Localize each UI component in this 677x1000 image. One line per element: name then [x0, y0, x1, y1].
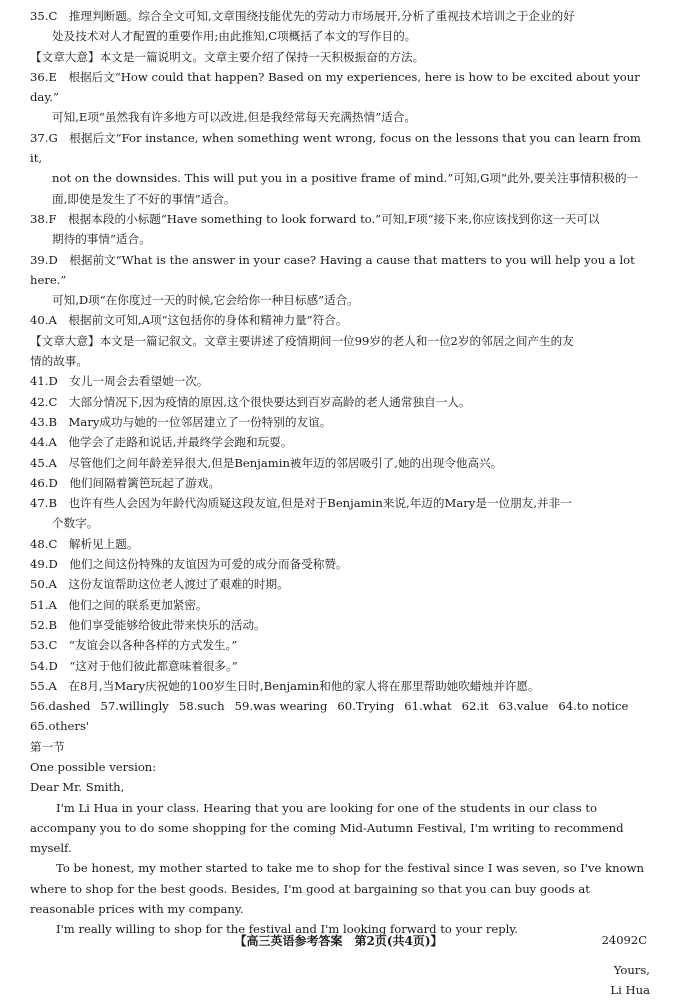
answer-line: 个数字。 — [52, 516, 99, 531]
answer-line: 53.C “友谊会以各种各样的方式发生。” — [30, 638, 238, 653]
answer-line: 50.A 这份友谊帮助这位老人渡过了艰难的时期。 — [30, 577, 289, 592]
answer-line: 35.C 推理判断题。综合全文可知,文章围绕技能优先的劳动力市场展开,分析了重视技术培训之于企业的好 — [30, 9, 575, 23]
letter-paragraph: I'm really willing to shop for the festival and I'm looking forward to your reply. — [56, 922, 519, 937]
answer-line: 48.C 解析见上题。 — [30, 536, 139, 551]
answer-line: 可知,E项“虽然我有许多地方可以改进,但是我经常每天充满热情”适合。 — [52, 110, 416, 125]
footer-title: 【高三英语参考答案 第2页(共4页)】 — [234, 934, 443, 948]
grammar-last-answer: 65.others' — [30, 719, 90, 734]
answer-line: 期待的事情”适合。 — [52, 232, 151, 247]
writing-section-title: 第一节 — [30, 739, 65, 754]
grammar-answer: 57.willingly — [100, 699, 169, 714]
answer-line: 41.D 女儿一周会去看望她一次。 — [30, 374, 209, 389]
answer-line: 44.A 他学会了走路和说话,并最终学会跑和玩耍。 — [30, 435, 293, 450]
grammar-answer: 58.such — [178, 699, 225, 714]
answer-line: 46.D 他们间隔着篱笆玩起了游戏。 — [30, 475, 221, 490]
answer-line: 情的故事。 — [30, 354, 88, 369]
letter-signature: Li Hua — [610, 982, 650, 997]
answer-line: 45.A 尽管他们之间年龄差异很大,但是Benjamin被年迈的邻居吸引了,她的出现令他高兴。 — [30, 455, 503, 470]
answer-line: 55.A 在8月,当Mary庆祝她的100岁生日时,Benjamin和他的家人将在那里帮助她吹蜡烛并许愿。 — [30, 678, 540, 693]
grammar-answer: 56.dashed — [30, 699, 91, 714]
grammar-answer: 64.to notice — [558, 699, 629, 714]
answer-line: 51.A 他们之间的联系更加紧密。 — [30, 597, 208, 612]
answer-line: 可知,D项“在你度过一天的时候,它会给你一种目标感”适合。 — [52, 293, 359, 308]
footer-code: 24092C — [601, 933, 647, 947]
grammar-answer: 61.what — [404, 699, 452, 714]
grammar-answer: 60.Trying — [337, 699, 395, 714]
answer-line: 52.B 他们享受能够给彼此带来快乐的活动。 — [30, 617, 266, 632]
letter-paragraph: I'm Li Hua in your class. Hearing that you are looking for one of the students in our class to accompany you to do some shopping for the coming Mid-Autumn Festival, I'm writing to recommend myself. — [30, 800, 624, 856]
answer-line: 42.C 大部分情况下,因为疫情的原因,这个很快要达到百岁高龄的老人通常独自一人。 — [30, 394, 471, 409]
grammar-answers — [30, 696, 652, 716]
grammar-answer: 63.value — [498, 699, 549, 714]
answer-line: 38.F 根据本段的小标题“Have something to look forward to.”可知,F项“接下来,你应该找到你这一天可以 — [30, 211, 600, 226]
answer-line: 43.B Mary成功与她的一位邻居建立了一份特别的友谊。 — [30, 414, 332, 429]
answer-line: not on the downsides. This will put you in a positive frame of mind.”可知,G项“此外,要关注事情积极的一 — [52, 171, 639, 186]
answer-line: 【文章大意】本文是一篇说明文。文章主要介绍了保持一天积极振奋的方法。 — [30, 49, 425, 64]
letter-closing: Yours, — [613, 962, 650, 977]
answer-lines — [30, 6, 652, 696]
answer-line: 面,即使是发生了不好的事情”适合。 — [52, 191, 236, 206]
answer-content — [30, 6, 652, 1000]
answer-line: 【文章大意】本文是一篇记叙文。文章主要讲述了疫情期间一位99岁的老人和一位2岁的邻居之间产生的友 — [30, 333, 574, 348]
answer-line: 36.E 根据后文“How could that happen? Based on my experiences, here is how to be excited about your day.” — [30, 69, 640, 105]
answer-line: 40.A 根据前文可知,A项“这包括你的身体和精神力量”符合。 — [30, 313, 348, 328]
grammar-answer: 59.was wearing — [234, 699, 328, 714]
grammar-answer: 62.it — [461, 699, 489, 714]
letter-paragraph: To be honest, my mother started to take me to shop for the festival since I was seven, so I've known where to shop for the best goods. Besides, I'm good at bargaining so that you can buy goods at reasonable prices with my company. — [30, 861, 644, 917]
answer-line: 处及技术对人才配置的重要作用;由此推知,C项概括了本文的写作目的。 — [52, 29, 417, 44]
answer-line: 49.D 他们之间这份特殊的友谊因为可爱的成分而备受称赞。 — [30, 557, 348, 572]
version-label: One possible version: — [30, 759, 157, 774]
answer-line: 54.D “这对于他们彼此都意味着很多。” — [30, 658, 238, 673]
answer-line: 47.B 也许有些人会因为年龄代沟质疑这段友谊,但是对于Benjamin来说,年迈的Mary是一位朋友,并非一 — [30, 496, 572, 511]
letter-salutation: Dear Mr. Smith, — [30, 780, 125, 795]
answer-line: 37.G 根据后文“For instance, when something went wrong, focus on the lessons that you can learn from it, — [30, 130, 641, 166]
answer-line: 39.D 根据前文“What is the answer in your case? Having a cause that matters to you will help you a lot here.” — [30, 252, 635, 287]
